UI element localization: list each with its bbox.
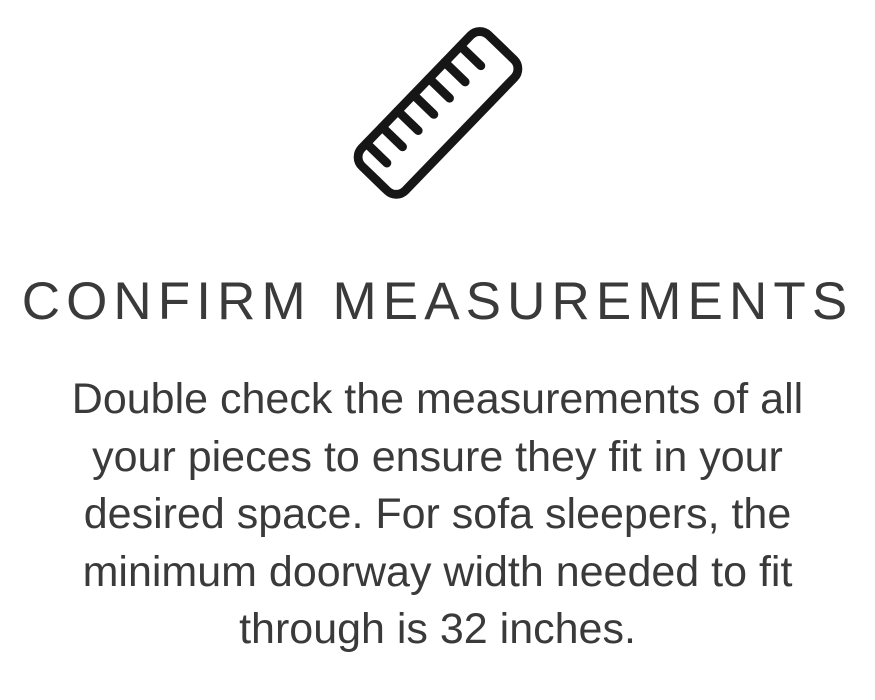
body-line: your pieces to ensure they fit in your (92, 432, 783, 481)
ruler-icon (0, 12, 875, 208)
body-line: Double check the measurements of all (71, 375, 804, 423)
body-line: through is 32 inches. (239, 605, 636, 653)
page-title: CONFIRM MEASUREMENTS (21, 272, 854, 331)
body-paragraph (0, 371, 875, 659)
body-line: minimum doorway width needed to fit (82, 547, 793, 596)
body-line: desired space. For sofa sleepers, the (83, 490, 792, 538)
